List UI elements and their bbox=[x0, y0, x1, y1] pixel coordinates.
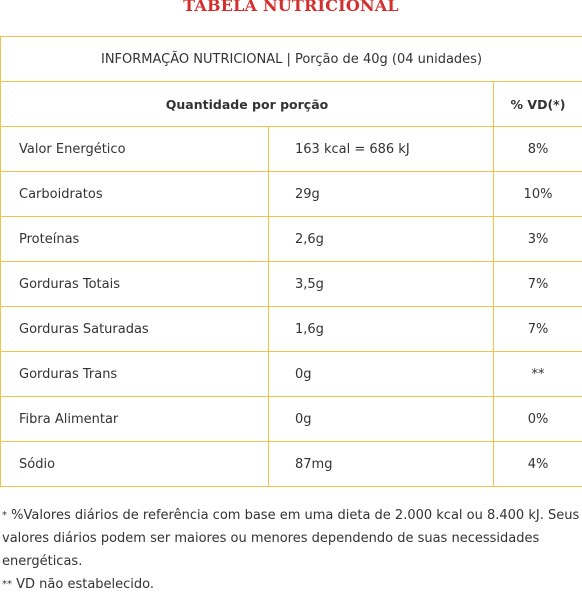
footnote-text: %Valores diários de referência com base em uma dieta de 2.000 kcal ou 8.400 kJ. Seus valores diários podem ser maiores ou menores dependendo de suas necessidades energéticas. bbox=[2, 508, 579, 569]
nutrient-vd: 8% bbox=[494, 127, 582, 172]
nutrient-name: Proteínas bbox=[1, 217, 269, 262]
nutrient-vd: 3% bbox=[494, 217, 582, 262]
nutrition-table bbox=[0, 36, 582, 487]
nutrient-amount: 0g bbox=[269, 397, 494, 442]
nutrient-amount: 0g bbox=[269, 352, 494, 397]
nutrient-vd: ** bbox=[494, 352, 582, 397]
table-info-header-row bbox=[1, 37, 582, 82]
nutrient-name: Gorduras Trans bbox=[1, 352, 269, 397]
nutrient-amount: 163 kcal = 686 kJ bbox=[269, 127, 494, 172]
nutrient-vd: 7% bbox=[494, 262, 582, 307]
nutrient-name: Fibra Alimentar bbox=[1, 397, 269, 442]
table-row bbox=[1, 397, 582, 442]
nutrient-amount: 87mg bbox=[269, 442, 494, 487]
nutrient-amount: 2,6g bbox=[269, 217, 494, 262]
table-row bbox=[1, 442, 582, 487]
vd-header: % VD(*) bbox=[494, 82, 582, 127]
footnotes bbox=[2, 504, 580, 596]
table-row bbox=[1, 172, 582, 217]
table-row bbox=[1, 262, 582, 307]
nutrient-vd: 0% bbox=[494, 397, 582, 442]
table-row bbox=[1, 307, 582, 352]
nutrient-amount: 1,6g bbox=[269, 307, 494, 352]
nutrient-name: Gorduras Totais bbox=[1, 262, 269, 307]
footnote-marker: * bbox=[2, 510, 7, 521]
nutrient-name: Valor Energético bbox=[1, 127, 269, 172]
nutrient-name: Gorduras Saturadas bbox=[1, 307, 269, 352]
footnote-daily-values bbox=[2, 504, 580, 573]
serving-info-header: INFORMAÇÃO NUTRICIONAL | Porção de 40g (04 unidades) bbox=[1, 37, 582, 82]
table-row bbox=[1, 127, 582, 172]
nutrient-amount: 3,5g bbox=[269, 262, 494, 307]
table-row bbox=[1, 352, 582, 397]
nutrient-amount: 29g bbox=[269, 172, 494, 217]
nutrient-vd: 4% bbox=[494, 442, 582, 487]
nutrient-name: Carboidratos bbox=[1, 172, 269, 217]
nutrient-name: Sódio bbox=[1, 442, 269, 487]
page-title: TABELA NUTRICIONAL bbox=[0, 0, 582, 15]
footnote-marker: ** bbox=[2, 579, 12, 590]
quantity-header: Quantidade por porção bbox=[1, 82, 494, 127]
footnote-text: VD não estabelecido. bbox=[12, 577, 154, 592]
table-row bbox=[1, 217, 582, 262]
footnote-vd-not-established bbox=[2, 573, 580, 596]
table-column-header-row bbox=[1, 82, 582, 127]
nutrient-vd: 7% bbox=[494, 307, 582, 352]
nutrient-vd: 10% bbox=[494, 172, 582, 217]
